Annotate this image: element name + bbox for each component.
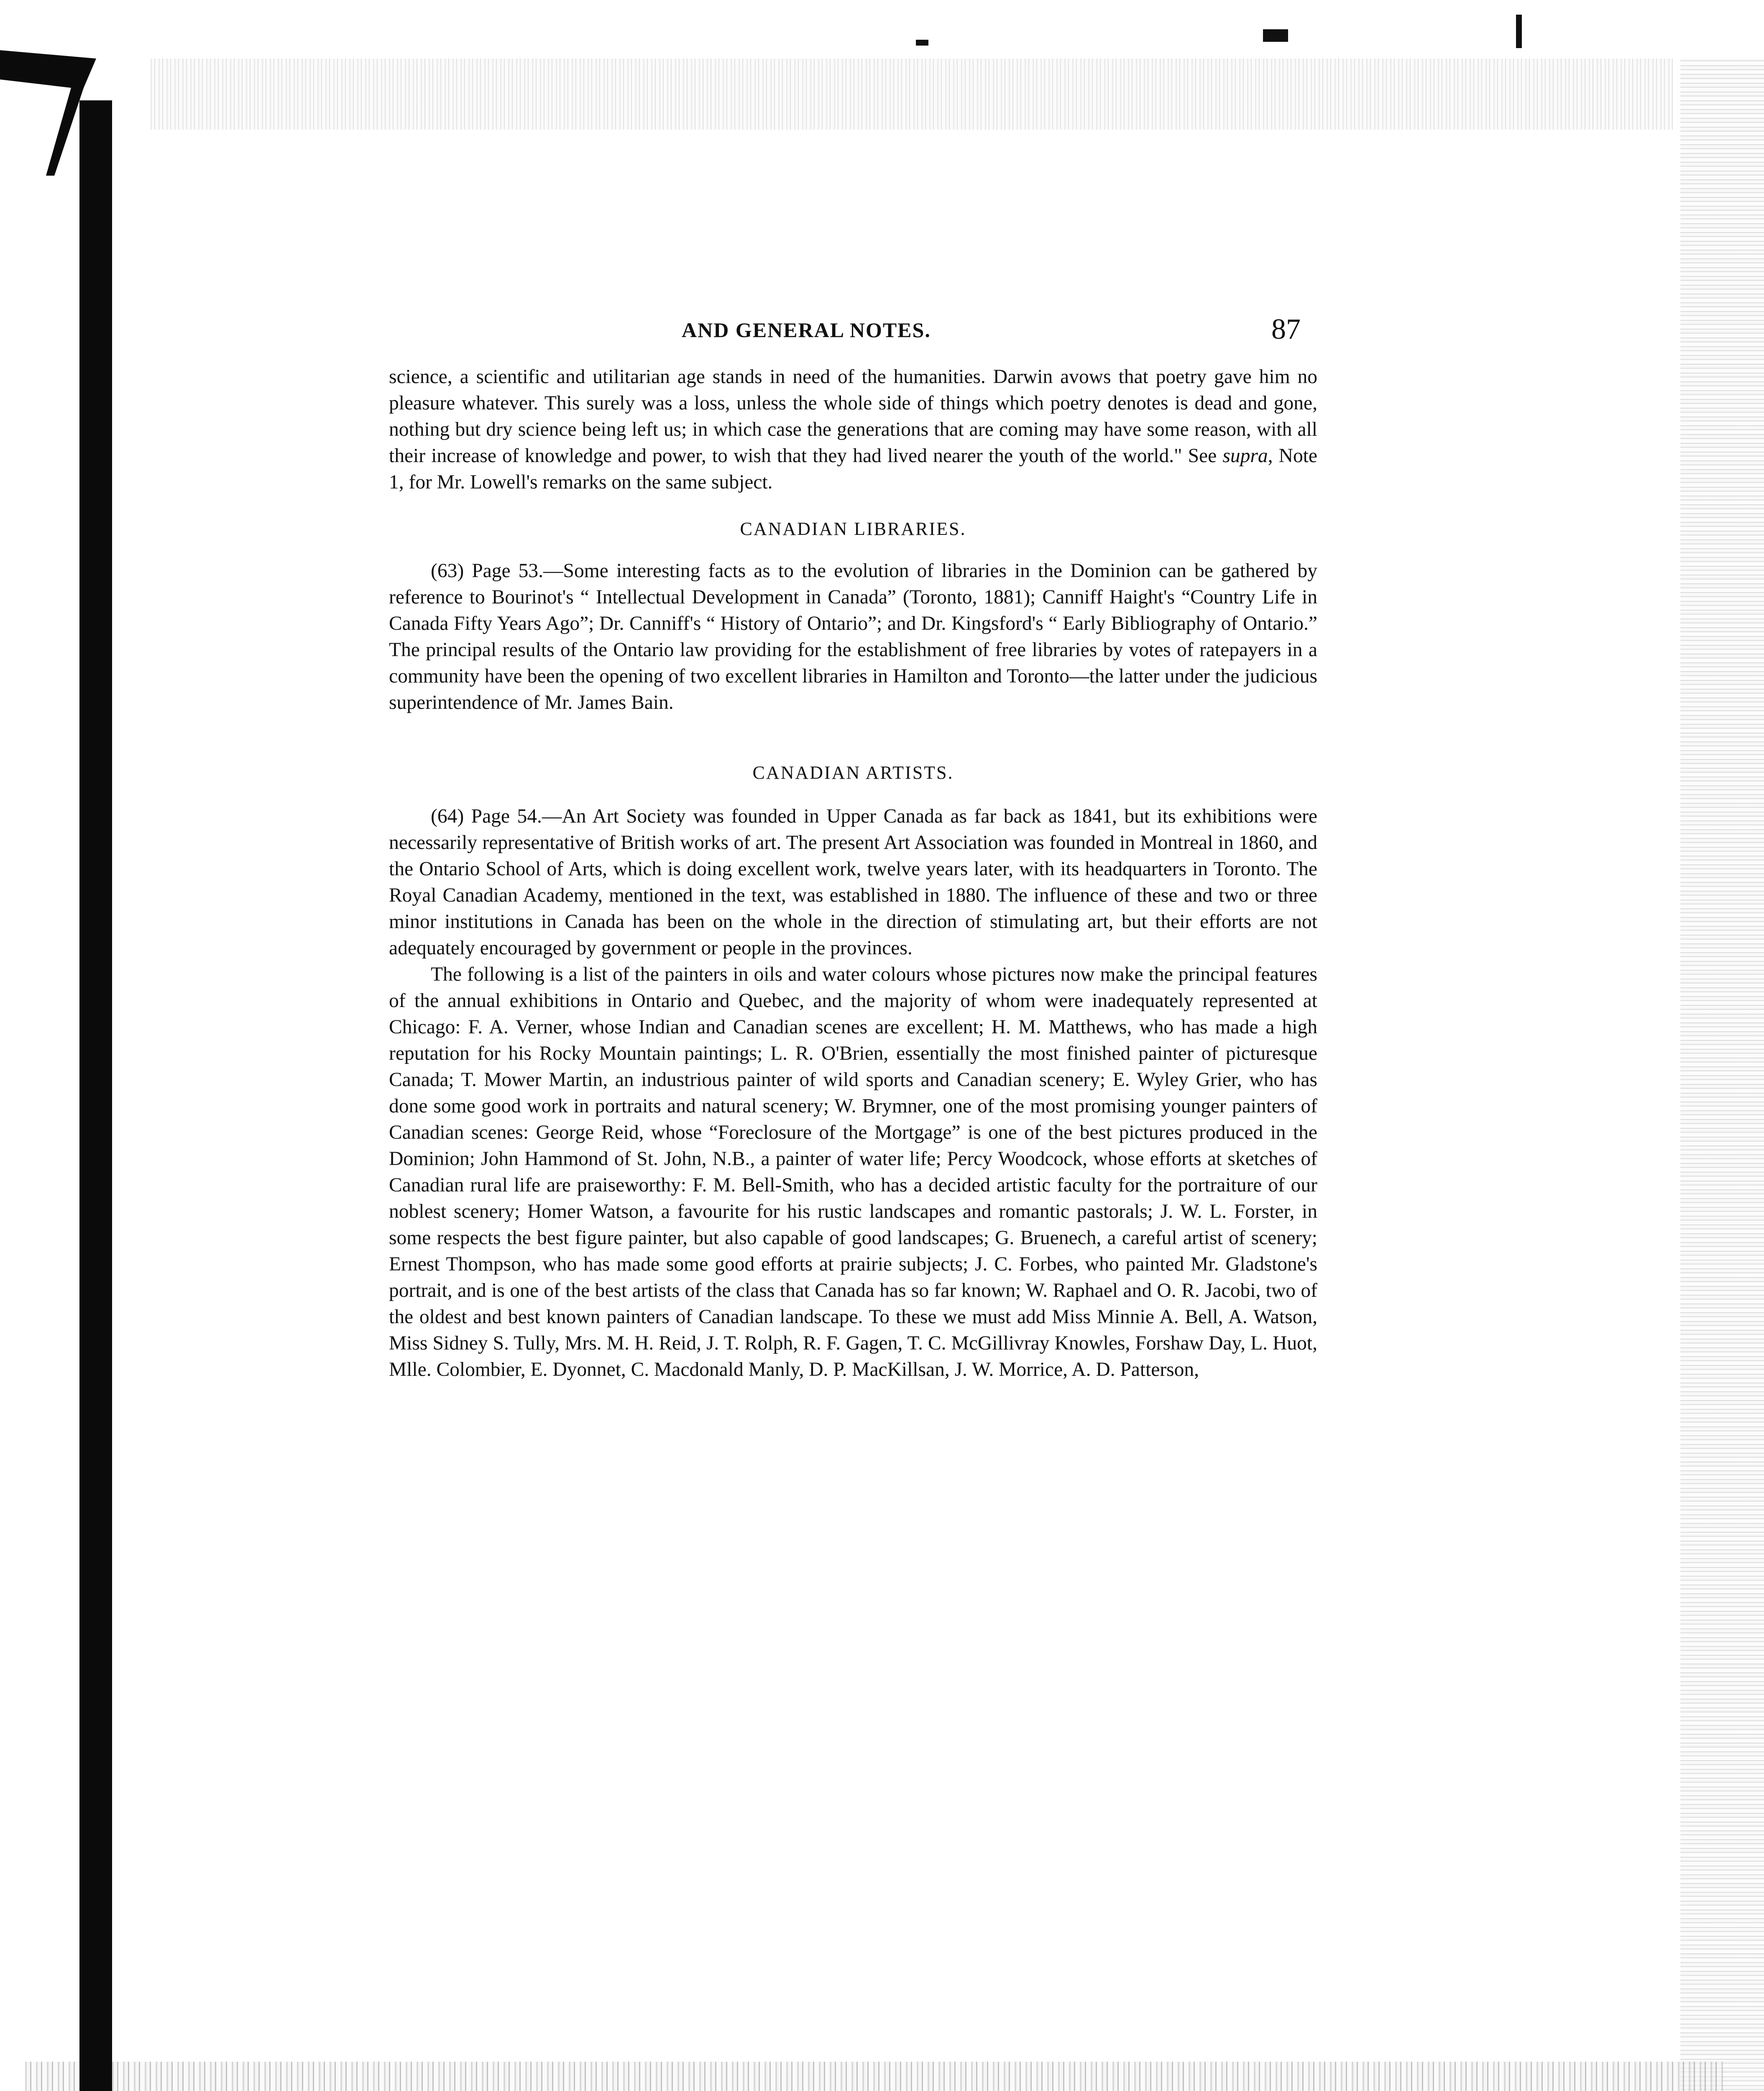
opening-paragraph	[389, 364, 1317, 496]
opening-italic: supra	[1222, 445, 1268, 467]
scan-noise-top	[151, 59, 1673, 130]
section-heading-libraries: CANADIAN LIBRARIES.	[740, 519, 966, 539]
binding-edge	[79, 100, 112, 2091]
scan-tick	[1516, 15, 1522, 48]
page-number: 87	[1271, 313, 1301, 345]
opening-text-part: science, a scientific and utilitarian age stands in need of the humanities. Darwin avows that poetry gave him no pleasure whatever. This surely was a loss, unless the whole side of things which poetry denotes is dead and gone, nothing but dry science being left us; in which case the generations that are coming may have some reason, with all their increase of knowledge and power, to wish that they had lived nearer the youth of the world." See	[389, 366, 1317, 467]
corner-fold-mark	[0, 50, 105, 176]
opening-text-part: , Note 1, for Mr. Lowell's remarks on the same subject.	[389, 445, 1317, 493]
scan-tick	[1263, 29, 1288, 42]
paragraph-artists-2: The following is a list of the painters in oils and water colours whose pictures now make the principal features of the annual exhibitions in Ontario and Quebec, and the majority of whom were inadequately represented at Chicago: F. A. Verner, whose Indian and Canadian scenes are excellent; H. M. Matthews, who has made a high reputation for his Rocky Mountain paintings; L. R. O'Brien, essentially the most finished painter of picturesque Canada; T. Mower Martin, an industrious painter of wild sports and Canadian scenery; E. Wyley Grier, who has done some good work in portraits and natural scenery; W. Brymner, one of the most promising younger painters of Canadian scenes: George Reid, whose “Foreclosure of the Mortgage” is one of the best pictures produced in the Dominion; John Hammond of St. John, N.B., a painter of water life; Percy Woodcock, whose efforts at sketches of Canadian rural life are praiseworthy: F. M. Bell-Smith, who has a decided artistic faculty for the portraiture of our noblest scenery; Homer Watson, a favourite for his rustic landscapes and romantic pastorals; J. W. L. Forster, in some respects the best figure painter, but also capable of good landscapes; G. Bruenech, a careful artist of scenery; Ernest Thompson, who has made some good efforts at prairie subjects; J. C. Forbes, who painted Mr. Gladstone's portrait, and is one of the best artists of the class that Canada has so far known; W. Raphael and O. R. Jacobi, two of the oldest and best known painters of Canadian landscape. To these we must add Miss Minnie A. Bell, A. Watson, Miss Sidney S. Tully, Mrs. M. H. Reid, J. T. Rolph, R. F. Gagen, T. C. McGillivray Knowles, Forshaw Day, L. Huot, Mlle. Colombier, E. Dyonnet, C. Macdonald Manly, D. P. MacKillsan, J. W. Morrice, A. D. Patterson,	[389, 964, 1317, 1380]
paragraph-artists-1: (64) Page 54.—An Art Society was founded in Upper Canada as far back as 1841, but its exhibitions were necessarily representative of British works of art. The present Art Association was founded in Montreal in 1860, and the Ontario School of Arts, which is doing excellent work, twelve years later, with its headquarters in Toronto. The Royal Canadian Academy, mentioned in the text, was established in 1880. The influence of these and two or three minor institutions in Canada has been on the whole in the direction of stimulating art, but their efforts are not adequately encouraged by government or people in the provinces.	[389, 805, 1317, 959]
section-heading-artists: CANADIAN ARTISTS.	[752, 762, 954, 783]
page	[389, 313, 1317, 1383]
page-header	[389, 313, 1317, 364]
paragraph-libraries: (63) Page 53.—Some interesting facts as to the evolution of libraries in the Dominion can be gathered by reference to Bourinot's “ Intellectual Development in Canada” (Toronto, 1881); Canniff Haight's “Country Life in Canada Fifty Years Ago”; Dr. Canniff's “ History of Ontario”; and Dr. Kingsford's “ Early Bibliography of Ontario.” The principal results of the Ontario law providing for the establishment of free libraries by votes of ratepayers in a community have been the opening of two excellent libraries in Hamilton and Toronto—the latter under the judicious superintendence of Mr. James Bain.	[389, 560, 1317, 713]
running-head: AND GENERAL NOTES.	[682, 318, 931, 342]
scan-tick	[916, 40, 928, 46]
scan-noise-bottom	[25, 2062, 1723, 2091]
scan-noise-right	[1680, 59, 1764, 2091]
